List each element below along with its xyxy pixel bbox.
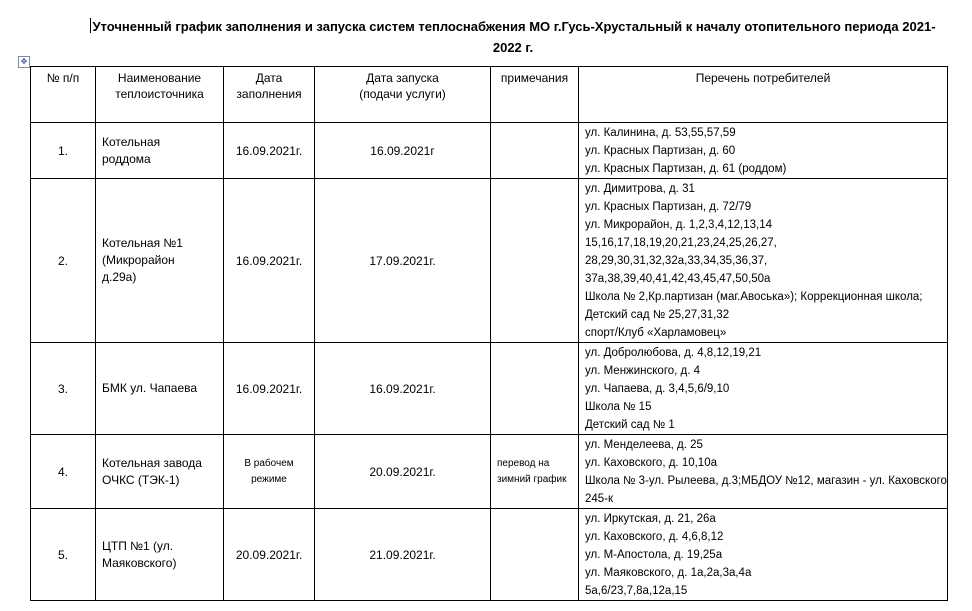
row-num: 4. (31, 435, 96, 509)
consumer-item: ул. Димитрова, д. 31 (585, 183, 695, 195)
consumer-item: 28,29,30,31,32,32а,33,34,35,36,37, (585, 255, 768, 267)
fill-date: 16.09.2021г. (224, 123, 315, 179)
consumer-item: ул. Чапаева, д. 3,4,5,6/9,10 (585, 383, 730, 395)
consumer-item: 37а,38,39,40,41,42,43,45,47,50,50а (585, 273, 771, 285)
document-title-text: Уточненный график заполнения и запуска систем теплоснабжения МО г.Гусь-Хрустальный к началу отопительного периода 2021-2022 г. (92, 19, 936, 55)
consumer-item: ул. Менжинского, д. 4 (585, 365, 701, 377)
heat-source-name: ЦТП №1 (ул. Маяковского) (96, 509, 224, 601)
consumer-item: ул. Менделеева, д. 25 (585, 439, 703, 451)
fill-date: 20.09.2021г. (224, 509, 315, 601)
start-date: 20.09.2021г. (315, 435, 491, 509)
table-row (31, 343, 948, 435)
table-header-row (31, 67, 948, 123)
start-date: 16.09.2021г. (315, 343, 491, 435)
consumer-list (579, 343, 948, 435)
notes (491, 509, 579, 601)
consumer-list (579, 509, 948, 601)
consumer-item: Школа № 15 (585, 401, 652, 413)
consumer-list (579, 435, 948, 509)
consumer-item: 15,16,17,18,19,20,21,23,24,25,26,27, (585, 237, 777, 249)
row-num: 2. (31, 179, 96, 343)
notes (491, 179, 579, 343)
fill-date: В рабочем режиме (224, 435, 315, 509)
consumer-item: ул. Иркутская, д. 21, 26а (585, 513, 716, 525)
heat-source-name: Котельная роддома (96, 123, 224, 179)
consumer-item: ул. Калинина, д. 53,55,57,59 (585, 127, 736, 139)
consumer-item: ул. М-Апостола, д. 19,25а (585, 549, 723, 561)
consumer-item: ул. Красных Партизан, д. 72/79 (585, 201, 752, 213)
consumer-item: ул. Каховского, д. 10,10а (585, 457, 717, 469)
table-row (31, 123, 948, 179)
header-name: Наименование теплоисточника (96, 67, 224, 123)
row-num: 3. (31, 343, 96, 435)
notes (491, 123, 579, 179)
row-num: 5. (31, 509, 96, 601)
table-row (31, 179, 948, 343)
consumer-list (579, 123, 948, 179)
consumer-item: Детский сад № 1 (585, 419, 675, 431)
consumer-item: ул. Красных Партизан, д. 60 (585, 145, 736, 157)
consumer-item: Школа № 2,Кр.партизан (маг.Авоська»); Коррекционная школа; Детский сад № 25,27,31,32 (585, 291, 923, 321)
fill-date: 16.09.2021г. (224, 343, 315, 435)
consumer-item: ул. Маяковского, д. 1а,2а,3а,4а (585, 567, 752, 579)
consumer-item: ул. Добролюбова, д. 4,8,12,19,21 (585, 347, 762, 359)
schedule-table (30, 66, 948, 601)
header-start-date: Дата запуска (подачи услуги) (315, 67, 491, 123)
heat-source-name: БМК ул. Чапаева (96, 343, 224, 435)
consumer-item: спорт/Клуб «Харламовец» (585, 327, 727, 339)
consumer-list (579, 179, 948, 343)
header-fill-date: Дата заполнения (224, 67, 315, 123)
header-num: № п/п (31, 67, 96, 123)
document-title (88, 16, 938, 58)
notes (491, 343, 579, 435)
fill-date: 16.09.2021г. (224, 179, 315, 343)
consumer-item: ул. Красных Партизан, д. 61 (роддом) (585, 163, 787, 175)
header-consumers: Перечень потребителей (579, 67, 948, 123)
start-date: 21.09.2021г. (315, 509, 491, 601)
consumer-item: 5а,6/23,7,8а,12а,15 (585, 585, 688, 597)
notes: перевод на зимний график (491, 435, 579, 509)
consumer-item: ул. Микрорайон, д. 1,2,3,4,12,13,14 (585, 219, 773, 231)
start-date: 17.09.2021г. (315, 179, 491, 343)
heat-source-name: Котельная №1 (Микрорайон д.29а) (96, 179, 224, 343)
table-row (31, 509, 948, 601)
table-move-handle-icon[interactable]: ✥ (18, 56, 30, 68)
consumer-item: Школа № 3-ул. Рылеева, д.3;МБДОУ №12, магазин - ул. Каховского 245-к (585, 475, 947, 505)
row-num: 1. (31, 123, 96, 179)
start-date: 16.09.2021г (315, 123, 491, 179)
consumer-item: ул. Каховского, д. 4,6,8,12 (585, 531, 724, 543)
heat-source-name: Котельная завода ОЧКС (ТЭК-1) (96, 435, 224, 509)
header-notes: примечания (491, 67, 579, 123)
table-row (31, 435, 948, 509)
